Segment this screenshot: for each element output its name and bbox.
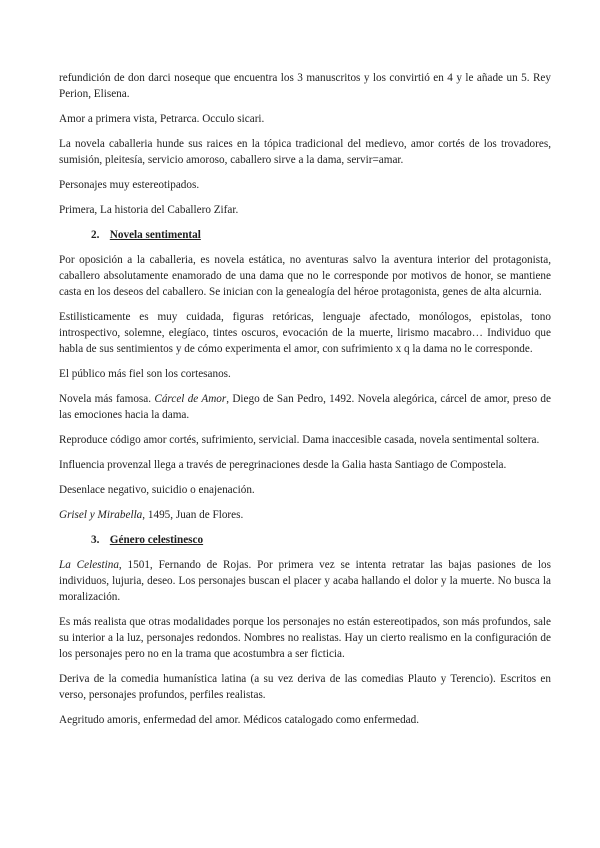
section-number: 2. bbox=[91, 229, 100, 241]
paragraph-refundicion: refundición de don darci noseque que encuentra los 3 manuscritos y los convirtió en 4 y le añade un 5. Rey Perion, Elisena. bbox=[59, 72, 551, 100]
paragraph-estilisticamente: Estilisticamente es muy cuidada, figuras retóricas, lenguaje afectado, monólogos, epistolas, tono introspectivo, solemne, elegíaco, tintes oscuros, evocación de la muerte, lirismo macabro… Individuo que habla de sus sentimientos y de cómo experimenta el amor, con sufrimiento x q la dama no le corresponde. bbox=[59, 311, 551, 355]
paragraph-publico: El público más fiel son los cortesanos. bbox=[59, 368, 231, 380]
grisel-after: , 1495, Juan de Flores. bbox=[142, 509, 244, 521]
paragraph-novela-caballeria: La novela caballeria hunde sus raices en la tópica tradicional del medievo, amor cortés de los trovadores, sumisión, pleitesía, servicio amoroso, caballero sirve a la dama, servir=amar. bbox=[59, 138, 551, 166]
paragraph-grisel bbox=[59, 507, 551, 523]
paragraph-amor-primera-vista: Amor a primera vista, Petrarca. Occulo sicari. bbox=[59, 113, 265, 125]
carcel-after: , Diego de San Pedro, 1492. Novela alegórica, cárcel de amor, preso de las emociones hacia la dama. bbox=[59, 393, 551, 421]
carcel-before: Novela más famosa. bbox=[59, 393, 155, 405]
paragraph-oposicion: Por oposición a la caballeria, es novela estática, no aventuras salvo la aventura interior del protagonista, caballero absolutamente enamorado de una dama que no le corresponde por motivos de honor, se mantiene casta en los deseos del caballero. Se inician con la genealogía del héroe protagonista, genes de alta alcurnia. bbox=[59, 254, 551, 298]
section-heading-novela-sentimental bbox=[59, 227, 551, 243]
grisel-title: Grisel y Mirabella bbox=[59, 509, 143, 521]
celestina-after: , 1501, Fernando de Rojas. Por primera vez se intenta retratar las bajas pasiones de los individuos, lujuria, deseo. Los personajes buscan el placer y acaba hallando el dolor y la muerte. No busca la moralización. bbox=[59, 559, 551, 603]
paragraph-personajes: Personajes muy estereotipados. bbox=[59, 179, 200, 191]
document-body bbox=[59, 70, 551, 737]
section-heading-genero-celestinesco bbox=[59, 532, 551, 548]
paragraph-realista: Es más realista que otras modalidades porque los personajes no están estereotipados, son más profundos, sale su interior a la luz, personajes redondos. Nombres no realistas. Hay un cierto realismo en la configuración de los personajes pero no en la trama que acostumbra a ser ficticia. bbox=[59, 616, 551, 660]
paragraph-desenlace: Desenlace negativo, suicidio o enajenación. bbox=[59, 484, 255, 496]
celestina-title: La Celestina bbox=[59, 559, 119, 571]
paragraph-caballero-zifar: Primera, La historia del Caballero Zifar. bbox=[59, 204, 239, 216]
paragraph-comedia-humanistica: Deriva de la comedia humanística latina (a su vez deriva de las comedias Plauto y Terencio). Escritos en verso, personajes profundos, perfiles realistas. bbox=[59, 673, 551, 701]
paragraph-la-celestina bbox=[59, 557, 551, 605]
carcel-title: Cárcel de Amor bbox=[154, 393, 227, 405]
paragraph-influencia: Influencia provenzal llega a través de peregrinaciones desde la Galia hasta Santiago de Compostela. bbox=[59, 459, 507, 471]
paragraph-aegritudo: Aegritudo amoris, enfermedad del amor. Médicos catalogado como enfermedad. bbox=[59, 714, 420, 726]
section-title: Novela sentimental bbox=[109, 229, 201, 241]
paragraph-reproduce: Reproduce código amor cortés, sufrimiento, servicial. Dama inaccesible casada, novela sentimental soltera. bbox=[59, 434, 540, 446]
section-number: 3. bbox=[91, 534, 100, 546]
section-title: Género celestinesco bbox=[109, 534, 204, 546]
paragraph-carcel-de-amor bbox=[59, 391, 551, 423]
